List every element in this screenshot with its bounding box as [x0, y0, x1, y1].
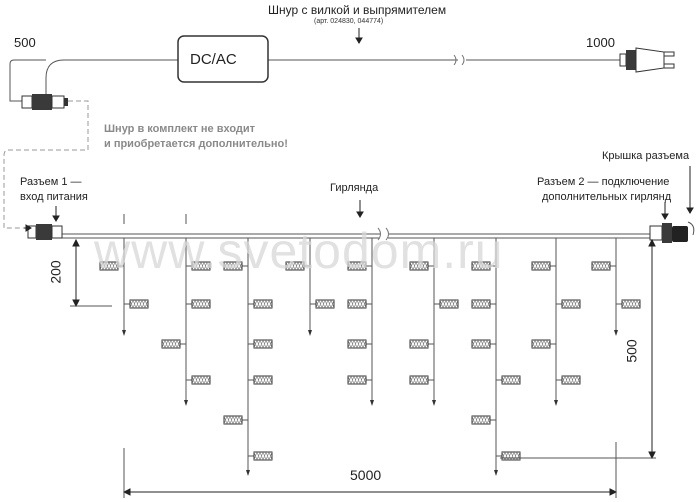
- connector1-line2: вход питания: [20, 191, 88, 203]
- adapter-label: DC/AC: [190, 51, 237, 68]
- dim-500-right-label: 500: [623, 339, 640, 363]
- end-cap-tether: [688, 222, 694, 235]
- connector-2: [650, 223, 688, 243]
- dim-500-top-label: 500: [14, 35, 36, 50]
- dashed-cord: [4, 101, 88, 228]
- drop-tip: [370, 400, 374, 406]
- cord-article: (арт. 024830, 044774): [314, 18, 384, 25]
- drop-tip: [308, 330, 312, 336]
- cord-connector-top: [22, 94, 68, 110]
- connector2-line1: Разъем 2 — подключение: [537, 176, 670, 188]
- power-cord-left: [46, 60, 178, 101]
- garland-label: Гирлянда: [330, 182, 379, 194]
- not-included-line2: и приобретается дополнительно!: [104, 138, 288, 150]
- watermark-text: www.svetodom.ru: [94, 223, 504, 279]
- power-plug: [620, 48, 674, 72]
- connector2-line2: дополнительных гирлянд: [542, 191, 672, 203]
- not-included-line1: Шнур в комплект не входит: [104, 123, 256, 135]
- drop-tip: [554, 400, 558, 406]
- dim-5000-label: 5000: [350, 467, 382, 483]
- dim-200-label: 200: [47, 260, 64, 284]
- connector1-line1: Разъем 1 —: [20, 176, 82, 188]
- connector-1: [28, 224, 62, 240]
- drop-tip: [246, 470, 250, 476]
- drop-tip: [494, 470, 498, 476]
- drop-tip: [184, 400, 188, 406]
- drop-tip: [614, 330, 618, 336]
- drop-tip: [122, 330, 126, 336]
- drop-tip: [432, 400, 436, 406]
- power-cord-break: [454, 55, 464, 65]
- cap-label: Крышка разъема: [602, 150, 690, 162]
- cord-title: Шнур с вилкой и выпрямителем: [268, 3, 447, 17]
- dim-1000-label: 1000: [586, 35, 615, 50]
